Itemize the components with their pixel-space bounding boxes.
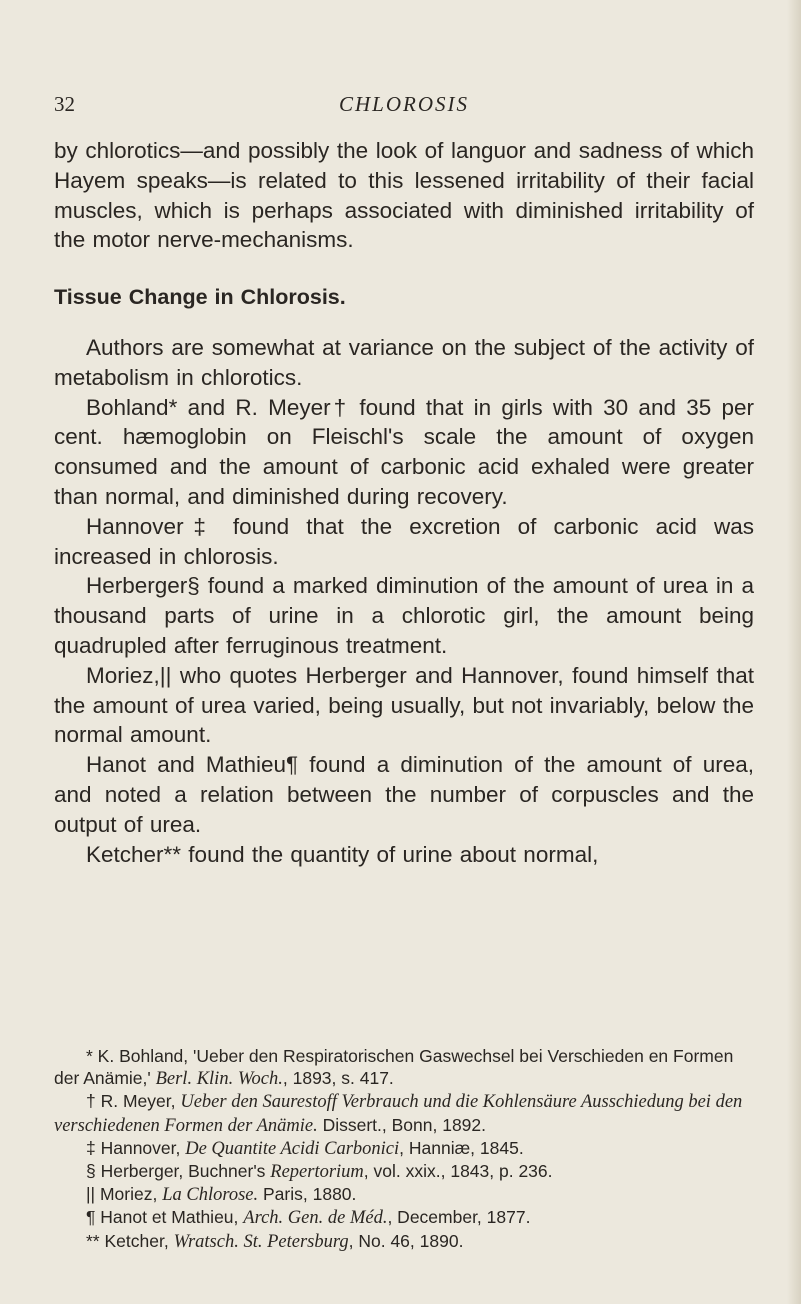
section-heading: Tissue Change in Chlorosis. bbox=[54, 285, 346, 310]
paragraph-moriez: Moriez,|| who quotes Herberger and Hannover, found himself that the amount of urea varied, being usually, but not invariably, below the normal amount. bbox=[54, 662, 754, 748]
page-header bbox=[54, 92, 754, 122]
paragraph-authors: Authors are somewhat at variance on the subject of the activity of metabolism in chlorotics. bbox=[54, 334, 754, 390]
footnote-ketcher bbox=[54, 1230, 754, 1253]
footnote-text: † R. Meyer, bbox=[86, 1091, 181, 1112]
footnote-text: ‡ Hannover, bbox=[86, 1137, 186, 1158]
footnote-source: Berl. Klin. Woch. bbox=[155, 1069, 283, 1090]
footnote-text: ** Ketcher, bbox=[86, 1230, 174, 1251]
footnote-text: ¶ Hanot et Mathieu, bbox=[86, 1207, 244, 1228]
page-number: 32 bbox=[54, 92, 75, 116]
paragraph-hannover: Hannover‡ found that the excretion of carbonic acid was increased in chlorosis. bbox=[54, 513, 754, 569]
footnote-moriez bbox=[54, 1183, 754, 1206]
footnote-source: Arch. Gen. de Méd. bbox=[243, 1208, 388, 1229]
footnote-source: La Chlorose. bbox=[162, 1185, 259, 1206]
page-edge-shadow bbox=[787, 0, 801, 1304]
footnote-text: , 1893, s. 417. bbox=[282, 1068, 394, 1089]
paragraph-bohland: Bohland* and R. Meyer† found that in girls with 30 and 35 per cent. hæmoglobin on Fleischl's scale the amount of oxygen consumed and the amount of carbonic acid exhaled were greater than normal, and diminished during recovery. bbox=[54, 394, 754, 509]
body-text bbox=[54, 136, 754, 869]
paragraph-hanot: Hanot and Mathieu¶ found a diminution of the amount of urea, and noted a relation between the number of corpuscles and the output of urea. bbox=[54, 752, 754, 837]
footnote-text: Dissert., Bonn, 1892. bbox=[317, 1114, 487, 1135]
footnote-meyer bbox=[54, 1090, 754, 1136]
footnote-hanot bbox=[54, 1206, 754, 1229]
paragraph-intro: by chlorotics—and possibly the look of languor and sadness of which Hayem speaks—is related to this lessened irritability of their facial muscles, which is perhaps associated with diminished irritability of the motor nerve-mechanisms. bbox=[54, 138, 754, 253]
footnote-herberger bbox=[54, 1160, 754, 1183]
footnote-text: * K. Bohland, 'Ueber den Respiratorischen Gaswechsel bei Verschieden en Formen der Anämie,' bbox=[54, 1046, 734, 1089]
footnote-hannover bbox=[54, 1137, 754, 1160]
footnotes bbox=[54, 1045, 754, 1253]
footnote-text: , December, 1877. bbox=[387, 1207, 531, 1228]
paragraph-herberger: Herberger§ found a marked diminution of the amount of urea in a thousand parts of urine in a chlorotic girl, the amount being quadrupled after ferruginous treatment. bbox=[54, 573, 754, 658]
footnote-text: , No. 46, 1890. bbox=[348, 1230, 464, 1251]
paragraph-ketcher: Ketcher** found the quantity of urine about normal, bbox=[86, 841, 599, 867]
footnote-source: Repertorium bbox=[270, 1162, 364, 1183]
footnote-text: , vol. xxix., 1843, p. 236. bbox=[363, 1161, 553, 1182]
running-title: CHLOROSIS bbox=[338, 92, 469, 116]
footnote-source: De Quantite Acidi Carbonici bbox=[185, 1138, 400, 1159]
footnote-text: Paris, 1880. bbox=[258, 1184, 357, 1205]
footnote-text: || Moriez, bbox=[86, 1184, 163, 1205]
footnote-text: § Herberger, Buchner's bbox=[86, 1161, 271, 1182]
footnote-bohland bbox=[54, 1045, 754, 1090]
footnote-text: , Hanniæ, 1845. bbox=[399, 1137, 524, 1158]
footnote-source: Wratsch. St. Petersburg bbox=[173, 1231, 349, 1252]
footnote-source: Ueber den Saurestoff Verbrauch und die Kohlensäure Ausschiedung bei den verschiedenen Formen der Anämie. bbox=[54, 1092, 743, 1136]
